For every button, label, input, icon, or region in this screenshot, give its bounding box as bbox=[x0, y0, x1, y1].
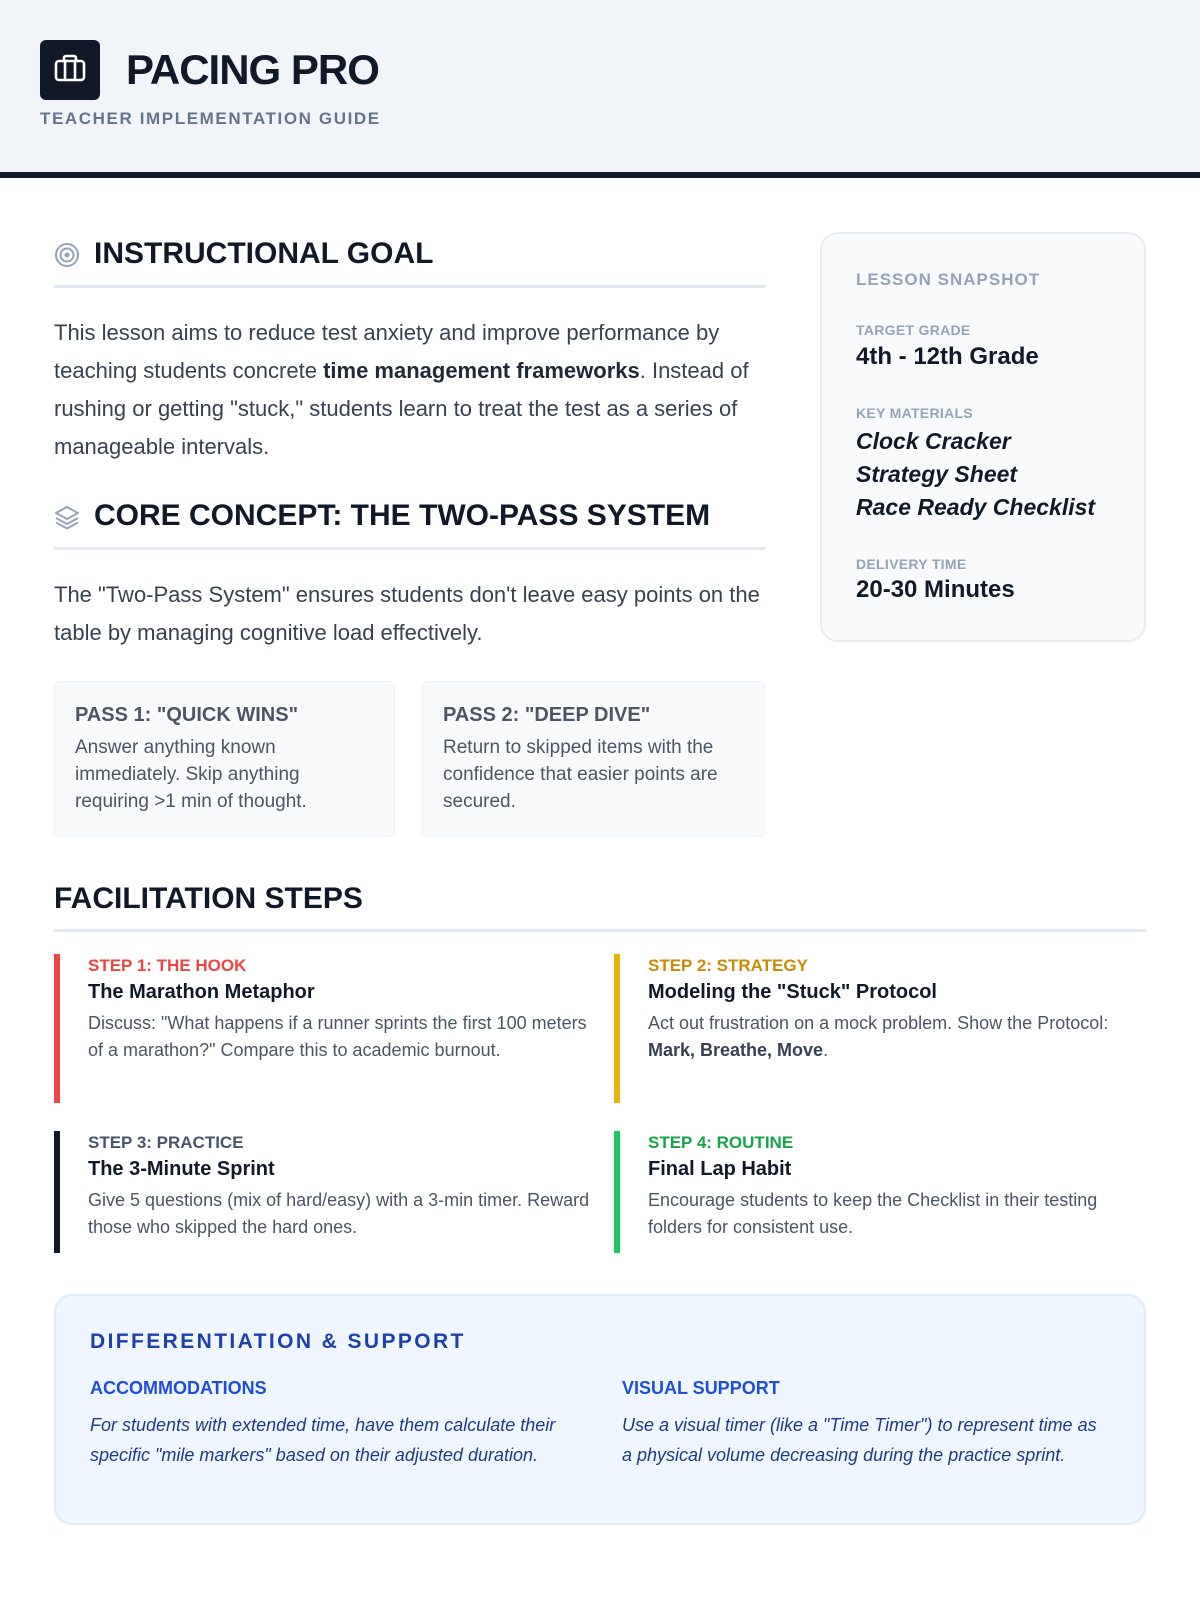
differentiation-card bbox=[54, 1294, 1146, 1525]
step-label: STEP 4: ROUTINE bbox=[648, 1133, 794, 1152]
goal-section-header bbox=[54, 236, 766, 288]
target-icon bbox=[54, 242, 80, 268]
app-title: PACING PRO bbox=[126, 46, 379, 93]
step-3 bbox=[54, 1131, 594, 1253]
step-label: STEP 3: PRACTICE bbox=[88, 1133, 244, 1152]
grade-value: 4th - 12th Grade bbox=[856, 343, 1039, 370]
accommodations-title: ACCOMMODATIONS bbox=[90, 1378, 267, 1398]
briefcase-icon bbox=[53, 53, 87, 88]
step-title: The Marathon Metaphor bbox=[88, 981, 315, 1003]
material-item: Strategy Sheet bbox=[856, 461, 1018, 487]
concept-title: CORE CONCEPT: THE TWO-PASS SYSTEM bbox=[94, 499, 711, 532]
goal-text: This lesson aims to reduce test anxiety and improve performance by teaching students concrete time management frameworks. Instead of rushing or getting "stuck," students learn to treat the test as a series of manageable intervals. bbox=[54, 320, 749, 459]
step-desc: Give 5 questions (mix of hard/easy) with a 3-min timer. Reward those who skipped the hard ones. bbox=[88, 1190, 590, 1237]
material-item: Clock Cracker bbox=[856, 428, 1011, 454]
step-1 bbox=[54, 954, 594, 1103]
material-item: Race Ready Checklist bbox=[856, 494, 1096, 520]
step-2 bbox=[614, 954, 1154, 1103]
page-header bbox=[0, 0, 1200, 178]
differentiation-title: DIFFERENTIATION & SUPPORT bbox=[90, 1330, 466, 1353]
time-label: DELIVERY TIME bbox=[856, 556, 967, 572]
concept-text: The "Two-Pass System" ensures students don't leave easy points on the table by managing cognitive load effectively. bbox=[54, 582, 760, 645]
step-label: STEP 2: STRATEGY bbox=[648, 956, 808, 975]
visual-support-text: Use a visual timer (like a "Time Timer") to represent time as a physical volume decreasing during the practice sprint. bbox=[622, 1415, 1097, 1465]
pass-desc: Return to skipped items with the confidence that easier points are secured. bbox=[443, 737, 718, 812]
pass-title: PASS 1: "QUICK WINS" bbox=[75, 704, 299, 726]
layers-icon bbox=[54, 504, 80, 530]
pass-card-1 bbox=[54, 681, 395, 837]
step-4 bbox=[614, 1131, 1154, 1253]
step-desc: Encourage students to keep the Checklist in their testing folders for consistent use. bbox=[648, 1190, 1098, 1237]
logo bbox=[40, 40, 100, 100]
facilitation-title: FACILITATION STEPS bbox=[54, 878, 1146, 932]
visual-support-column bbox=[622, 1376, 1102, 1470]
materials-label: KEY MATERIALS bbox=[856, 405, 973, 421]
time-value: 20-30 Minutes bbox=[856, 576, 1015, 603]
visual-support-title: VISUAL SUPPORT bbox=[622, 1378, 780, 1398]
accommodations-column bbox=[90, 1376, 570, 1470]
step-label: STEP 1: THE HOOK bbox=[88, 956, 247, 975]
grade-label: TARGET GRADE bbox=[856, 322, 971, 338]
step-desc: Act out frustration on a mock problem. Show the Protocol: Mark, Breathe, Move. bbox=[648, 1013, 1109, 1060]
step-title: Final Lap Habit bbox=[648, 1158, 792, 1180]
step-title: The 3-Minute Sprint bbox=[88, 1158, 275, 1180]
pass-card-2 bbox=[422, 681, 765, 837]
accommodations-text: For students with extended time, have them calculate their specific "mile markers" based on their adjusted duration. bbox=[90, 1415, 556, 1465]
step-desc: Discuss: "What happens if a runner sprints the first 100 meters of a marathon?" Compare this to academic burnout. bbox=[88, 1013, 587, 1060]
goal-title: INSTRUCTIONAL GOAL bbox=[94, 237, 434, 270]
concept-section-header bbox=[54, 498, 766, 550]
pass-title: PASS 2: "DEEP DIVE" bbox=[443, 704, 651, 726]
step-title: Modeling the "Stuck" Protocol bbox=[648, 981, 937, 1003]
lesson-snapshot-card bbox=[820, 232, 1146, 642]
app-subtitle: TEACHER IMPLEMENTATION GUIDE bbox=[40, 109, 381, 128]
snapshot-heading: LESSON SNAPSHOT bbox=[856, 270, 1041, 289]
pass-desc: Answer anything known immediately. Skip anything requiring >1 min of thought. bbox=[75, 737, 307, 812]
